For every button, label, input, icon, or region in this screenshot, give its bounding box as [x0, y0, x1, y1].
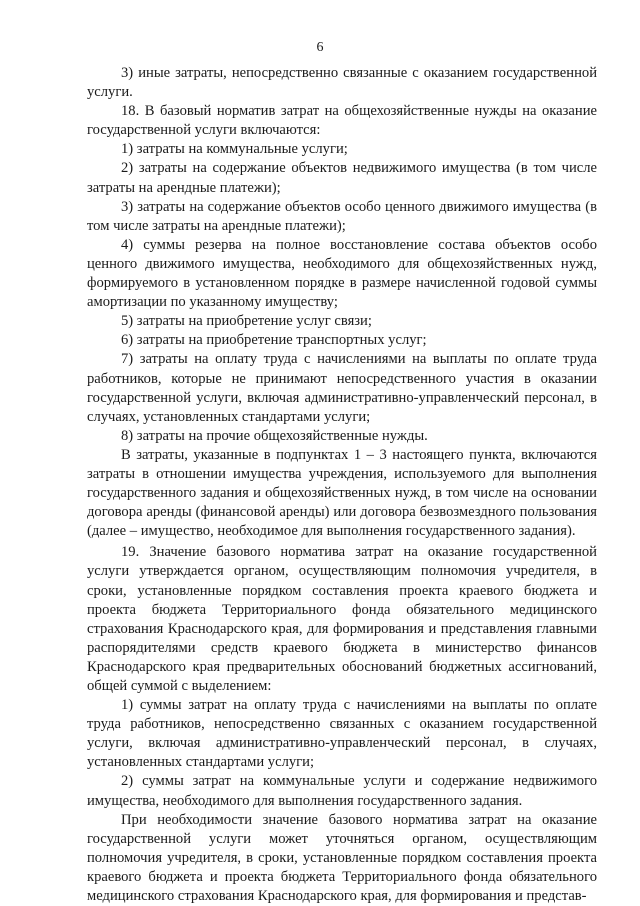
paragraph-18-item-2: 2) затраты на содержание объектов недвижимого имущества (в том числе затраты на арендные платежи); — [87, 160, 597, 196]
paragraph-18-item-3: 3) затраты на содержание объектов особо ценного движимого имущества (в том числе затраты на арендные платежи); — [87, 198, 597, 234]
document-body — [87, 64, 597, 906]
paragraph-17-item-3: 3) иные затраты, непосредственно связанные с оказанием государственной услуги. — [87, 65, 597, 101]
paragraph-19-item-2: 2) суммы затрат на коммунальные услуги и содержание недвижимого имущества, необходимого для выполнения государственного задания. — [87, 773, 597, 809]
paragraph-18-item-5: 5) затраты на приобретение услуг связи; — [121, 313, 372, 330]
paragraph-18-item-1: 1) затраты на коммунальные услуги; — [121, 141, 348, 158]
paragraph-18-item-8: 8) затраты на прочие общехозяйственные нужды. — [121, 427, 428, 444]
paragraph-18-intro: 18. В базовый норматив затрат на общехозяйственные нужды на оказание государственной услуги включаются: — [87, 103, 597, 139]
paragraph-18-item-6: 6) затраты на приобретение транспортных услуг; — [121, 332, 427, 349]
paragraph-19-intro: 19. Значение базового норматива затрат на оказание государственной услуги утверждается органом, осуществляющим полномочия учредителя, в сроки, установленные порядком составления проекта краевого бюджета и проекта бюджета Территориального фонда обязательного медицинского страхования Краснодарского края, для формирования и представления главными распорядителями средств краевого бюджета в министерство финансов Краснодарского края предварительных обоснований бюджетных ассигнований, общей суммой с выделением: — [87, 544, 597, 694]
paragraph-18-note: В затраты, указанные в подпунктах 1 – 3 настоящего пункта, включаются затраты в отношении имущества учреждения, используемого для выполнения государственного задания и общехозяйственных нужд, в том числе на основании договора аренды (финансовой аренды) или договора безвозмездного пользования (далее – имущество, необходимое для выполнения государственного задания). — [87, 446, 597, 540]
paragraph-18-item-4: 4) суммы резерва на полное восстановление состава объектов особо ценного движимого имущества, необходимого для общехозяйственных нужд, формируемого в установленном порядке в размере начисленной годовой суммы амортизации по указанному имуществу; — [87, 236, 597, 311]
page-number: 6 — [316, 40, 324, 55]
paragraph-18-item-7: 7) затраты на оплату труда с начислениями на выплаты по оплате труда работников, которые не принимают непосредственного участия в оказании государственной услуги, включая административно-управленческий персонал, в случаях, установленных стандартами услуги; — [87, 351, 597, 425]
paragraph-19-clarification: При необходимости значение базового норматива затрат на оказание государственной услуги может уточняться органом, осуществляющим полномочия учредителя, в сроки, установленные порядком составления проекта краевого бюджета и проекта бюджета Территориального фонда обязательного медицинского страхования Краснодарского края, для формирования и представ- — [87, 811, 597, 905]
paragraph-19-item-1: 1) суммы затрат на оплату труда с начислениями на выплаты по оплате труда работников, непосредственно связанных с оказанием государственной услуги, включая административно-управленческий персонал, в случаях, установленных стандартами услуги; — [87, 697, 597, 771]
